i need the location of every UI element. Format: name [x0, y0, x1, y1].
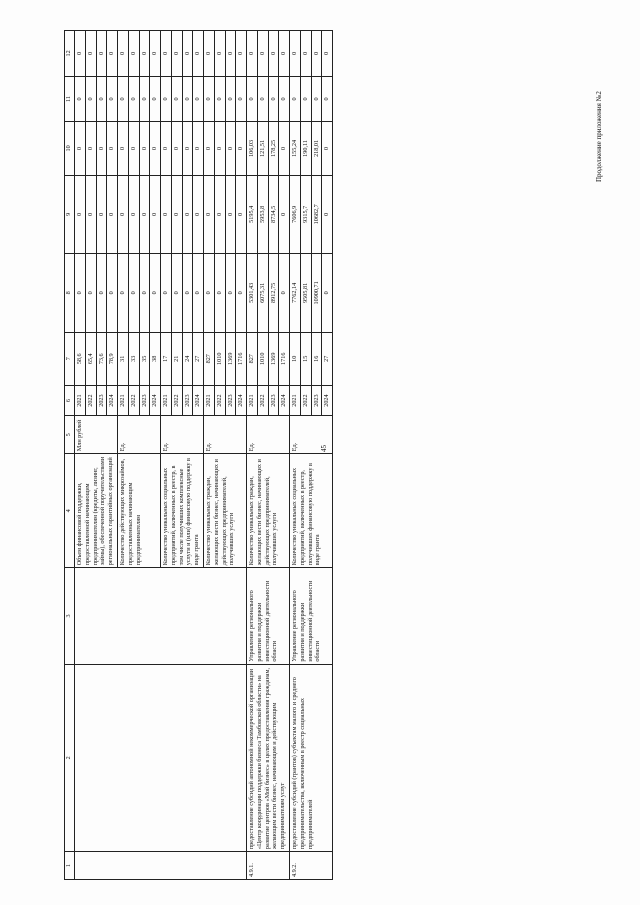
- page-number: 45: [320, 445, 328, 452]
- value-cell: 9505,81: [300, 254, 311, 333]
- value-cell: 0: [193, 254, 204, 333]
- unit-cell: Ед.: [161, 416, 204, 454]
- value-cell: 0: [236, 254, 247, 333]
- value-cell: 0: [322, 254, 333, 333]
- indicator-cell: Объем финансовой поддержки, предоставленной начинающим предпринимателям (кредиты, лизинг, займы), обеспеченной поручительствами региональных гарантийных организаций: [75, 454, 118, 568]
- item-title-cell: предоставление субсидий (грантов) субъектам малого и среднего предпринимательства, включенным в реестр социальных предпринимателей: [290, 664, 333, 852]
- value-cell: 7606,9: [290, 175, 301, 254]
- value-cell: 0: [139, 76, 150, 122]
- value-cell: 0: [128, 122, 139, 175]
- value-cell: 5953,8: [257, 175, 268, 254]
- value-cell: 0: [161, 122, 172, 175]
- value-cell: 27: [322, 332, 333, 385]
- value-cell: 0: [75, 122, 86, 175]
- value-cell: 0: [279, 122, 290, 175]
- value-cell: 0: [85, 175, 96, 254]
- unit-cell: Ед.: [204, 416, 247, 454]
- value-cell: 0: [225, 254, 236, 333]
- value-cell: 0: [182, 254, 193, 333]
- column-number-cell: 8: [65, 254, 75, 333]
- value-cell: 0: [150, 76, 161, 122]
- column-number-cell: 3: [65, 568, 75, 664]
- value-cell: 0: [118, 175, 129, 254]
- value-cell: 218,01: [311, 122, 322, 175]
- table-row: [247, 31, 258, 880]
- value-cell: 0: [257, 31, 268, 77]
- value-cell: 0: [161, 31, 172, 77]
- value-cell: 0: [96, 31, 107, 77]
- item-title-cell: предоставление субсидий автономной некоммерческой организации «Центр координации поддержки бизнеса Тамбовской области» на развитие центров «Мой бизнес» в целях предоставления гражданам, желающим вести бизнес, начинающим и действующим предпринимателям услуг: [247, 664, 290, 852]
- value-cell: 1716: [236, 332, 247, 385]
- value-cell: 7762,14: [290, 254, 301, 333]
- value-cell: 0: [236, 122, 247, 175]
- value-cell: 0: [96, 254, 107, 333]
- year-cell: 2021: [247, 385, 258, 415]
- value-cell: 0: [214, 122, 225, 175]
- value-cell: 0: [214, 31, 225, 77]
- year-cell: 2021: [161, 385, 172, 415]
- item-number-cell: 4.9.2.: [290, 852, 333, 880]
- value-cell: 17: [161, 332, 172, 385]
- indicator-cell: Количество действующих микрозаймов, предоставленных начинающим предпринимателям: [118, 454, 161, 568]
- empty-number-cell: [75, 852, 247, 880]
- empty-executor-cell: [75, 568, 247, 664]
- value-cell: 0: [107, 122, 118, 175]
- value-cell: 0: [139, 122, 150, 175]
- year-cell: 2024: [279, 385, 290, 415]
- executor-cell: Управление регионального развития и поддержки инвестиционной деятельности области: [247, 568, 290, 664]
- value-cell: 0: [257, 76, 268, 122]
- value-cell: 0: [75, 76, 86, 122]
- year-cell: 2022: [171, 385, 182, 415]
- value-cell: 0: [279, 254, 290, 333]
- value-cell: 0: [171, 254, 182, 333]
- value-cell: 0: [107, 175, 118, 254]
- value-cell: 58,6: [75, 332, 86, 385]
- value-cell: 6075,31: [257, 254, 268, 333]
- value-cell: 0: [139, 175, 150, 254]
- value-cell: 0: [107, 31, 118, 77]
- value-cell: 0: [96, 175, 107, 254]
- value-cell: 78,9: [107, 332, 118, 385]
- year-cell: 2024: [193, 385, 204, 415]
- year-cell: 2023: [96, 385, 107, 415]
- value-cell: 0: [247, 31, 258, 77]
- value-cell: 0: [150, 122, 161, 175]
- value-cell: 5301,43: [247, 254, 258, 333]
- value-cell: 0: [150, 175, 161, 254]
- value-cell: 0: [118, 31, 129, 77]
- value-cell: 0: [268, 76, 279, 122]
- column-number-cell: 5: [65, 416, 75, 454]
- value-cell: 0: [290, 31, 301, 77]
- value-cell: 24: [182, 332, 193, 385]
- value-cell: 35: [139, 332, 150, 385]
- indicator-cell: Количество уникальных социальных предприятий, включенных в реестр, получивших финансовую поддержку в виде гранта: [290, 454, 333, 568]
- value-cell: 0: [279, 31, 290, 77]
- value-cell: 0: [118, 122, 129, 175]
- year-cell: 2022: [85, 385, 96, 415]
- value-cell: 0: [236, 76, 247, 122]
- unit-cell: Ед.: [118, 416, 161, 454]
- value-cell: 0: [193, 76, 204, 122]
- value-cell: 0: [85, 76, 96, 122]
- value-cell: 0: [193, 31, 204, 77]
- value-cell: 0: [75, 175, 86, 254]
- year-cell: 2021: [204, 385, 215, 415]
- value-cell: 0: [171, 31, 182, 77]
- value-cell: 1369: [268, 332, 279, 385]
- value-cell: 827: [247, 332, 258, 385]
- year-cell: 2023: [225, 385, 236, 415]
- value-cell: 0: [85, 122, 96, 175]
- value-cell: 65,4: [85, 332, 96, 385]
- value-cell: 0: [322, 31, 333, 77]
- value-cell: 38: [150, 332, 161, 385]
- year-cell: 2023: [311, 385, 322, 415]
- column-number-cell: 1: [65, 852, 75, 880]
- indicator-cell: Количество уникальных социальных предприятий, включенных в реестр, в том числе получивших комплексные услуги и (или) финансовую поддержку в виде гранта: [161, 454, 204, 568]
- value-cell: 0: [171, 76, 182, 122]
- value-cell: 27: [193, 332, 204, 385]
- value-cell: 0: [225, 175, 236, 254]
- value-cell: 0: [85, 31, 96, 77]
- value-cell: 0: [204, 175, 215, 254]
- value-cell: 0: [300, 76, 311, 122]
- value-cell: 0: [311, 31, 322, 77]
- column-number-cell: 9: [65, 175, 75, 254]
- program-table: [64, 30, 333, 880]
- value-cell: 0: [322, 76, 333, 122]
- item-number-cell: 4.9.1.: [247, 852, 290, 880]
- value-cell: 0: [214, 76, 225, 122]
- value-cell: 0: [236, 31, 247, 77]
- value-cell: 0: [193, 122, 204, 175]
- value-cell: 10900,71: [311, 254, 322, 333]
- value-cell: 1010: [257, 332, 268, 385]
- value-cell: 178,25: [268, 122, 279, 175]
- value-cell: 10682,7: [311, 175, 322, 254]
- table-row: [75, 31, 86, 880]
- value-cell: 0: [322, 122, 333, 175]
- value-cell: 0: [236, 175, 247, 254]
- value-cell: 155,24: [290, 122, 301, 175]
- value-cell: 0: [214, 254, 225, 333]
- value-cell: 0: [279, 76, 290, 122]
- year-cell: 2021: [118, 385, 129, 415]
- value-cell: 0: [85, 254, 96, 333]
- value-cell: 190,11: [300, 122, 311, 175]
- rotated-table-container: [64, 30, 634, 880]
- column-number-cell: 10: [65, 122, 75, 175]
- value-cell: 0: [128, 254, 139, 333]
- value-cell: 0: [128, 31, 139, 77]
- year-cell: 2023: [139, 385, 150, 415]
- value-cell: 0: [128, 76, 139, 122]
- value-cell: 0: [204, 122, 215, 175]
- value-cell: 0: [171, 122, 182, 175]
- value-cell: 9315,7: [300, 175, 311, 254]
- value-cell: 10: [290, 332, 301, 385]
- year-cell: 2022: [214, 385, 225, 415]
- year-cell: 2022: [300, 385, 311, 415]
- value-cell: 827: [204, 332, 215, 385]
- value-cell: 0: [161, 175, 172, 254]
- value-cell: 0: [75, 254, 86, 333]
- table-row: [290, 31, 301, 880]
- value-cell: 0: [300, 31, 311, 77]
- value-cell: 0: [225, 76, 236, 122]
- value-cell: 73,6: [96, 332, 107, 385]
- value-cell: 0: [161, 76, 172, 122]
- value-cell: 0: [193, 175, 204, 254]
- unit-cell: Ед.: [290, 416, 333, 454]
- value-cell: 0: [118, 76, 129, 122]
- value-cell: 121,51: [257, 122, 268, 175]
- value-cell: 0: [204, 76, 215, 122]
- value-cell: 0: [118, 254, 129, 333]
- year-cell: 2024: [322, 385, 333, 415]
- value-cell: 0: [171, 175, 182, 254]
- value-cell: 0: [268, 31, 279, 77]
- column-number-cell: 6: [65, 385, 75, 415]
- value-cell: 0: [204, 31, 215, 77]
- unit-cell: Млн рублей: [75, 416, 118, 454]
- column-number-cell: 4: [65, 454, 75, 568]
- column-number-cell: 11: [65, 76, 75, 122]
- value-cell: 0: [290, 76, 301, 122]
- value-cell: 31: [118, 332, 129, 385]
- value-cell: 0: [204, 254, 215, 333]
- value-cell: 0: [182, 175, 193, 254]
- value-cell: 0: [150, 254, 161, 333]
- value-cell: 1369: [225, 332, 236, 385]
- year-cell: 2023: [268, 385, 279, 415]
- value-cell: 0: [311, 76, 322, 122]
- executor-cell: Управление регионального развития и поддержки инвестиционной деятельности области: [290, 568, 333, 664]
- value-cell: 16: [311, 332, 322, 385]
- value-cell: 0: [139, 31, 150, 77]
- value-cell: 33: [128, 332, 139, 385]
- column-number-cell: 7: [65, 332, 75, 385]
- value-cell: 8734,5: [268, 175, 279, 254]
- value-cell: 0: [247, 76, 258, 122]
- year-cell: 2021: [290, 385, 301, 415]
- year-cell: 2024: [107, 385, 118, 415]
- value-cell: 21: [171, 332, 182, 385]
- value-cell: 5195,4: [247, 175, 258, 254]
- value-cell: 1716: [279, 332, 290, 385]
- value-cell: 15: [300, 332, 311, 385]
- value-cell: 0: [107, 254, 118, 333]
- column-number-cell: 2: [65, 664, 75, 852]
- year-cell: 2022: [257, 385, 268, 415]
- value-cell: 106,03: [247, 122, 258, 175]
- value-cell: 0: [128, 175, 139, 254]
- indicator-cell: Количество уникальных граждан, желающих вести бизнес, начинающих и действующих предпринимателей, получивших услуги: [247, 454, 290, 568]
- value-cell: 0: [96, 122, 107, 175]
- value-cell: 0: [279, 175, 290, 254]
- value-cell: 0: [96, 76, 107, 122]
- column-number-cell: 12: [65, 31, 75, 77]
- value-cell: 0: [139, 254, 150, 333]
- value-cell: 0: [225, 122, 236, 175]
- value-cell: 0: [225, 31, 236, 77]
- year-cell: 2021: [75, 385, 86, 415]
- value-cell: 0: [214, 175, 225, 254]
- value-cell: 0: [75, 31, 86, 77]
- year-cell: 2024: [150, 385, 161, 415]
- value-cell: 0: [161, 254, 172, 333]
- value-cell: 0: [322, 175, 333, 254]
- value-cell: 0: [107, 76, 118, 122]
- value-cell: 0: [182, 122, 193, 175]
- empty-title-cell: [75, 664, 247, 852]
- year-cell: 2022: [128, 385, 139, 415]
- year-cell: 2023: [182, 385, 193, 415]
- header-row: [65, 31, 75, 880]
- year-cell: 2024: [236, 385, 247, 415]
- indicator-cell: Количество уникальных граждан, желающих вести бизнес, начинающих и действующих предпринимателей, получивших услуги: [204, 454, 247, 568]
- value-cell: 8912,75: [268, 254, 279, 333]
- value-cell: 0: [182, 76, 193, 122]
- value-cell: 0: [182, 31, 193, 77]
- continuation-note: Продолжение приложения №2: [595, 91, 603, 182]
- value-cell: 1010: [214, 332, 225, 385]
- unit-cell: Ед.: [247, 416, 290, 454]
- value-cell: 0: [150, 31, 161, 77]
